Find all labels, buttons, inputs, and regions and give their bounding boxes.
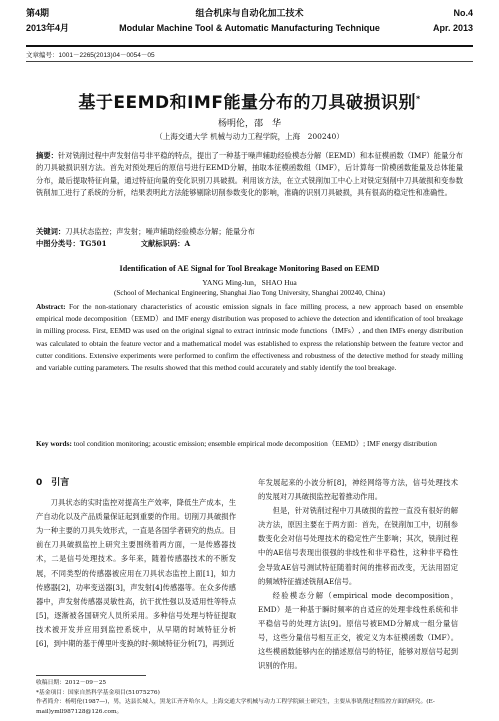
article-number-rule <box>26 61 473 62</box>
authors-cn: 杨明伦，邵 华 <box>217 119 281 129</box>
intro-paragraph-1: 刀具状态的实时监控对提高生产效率，降低生产成本，生产自动化以及产品质量保证起到重要的作用。切削刀具破损作为一种主要的刀具失效形式，一直是各国学者研究的热点。目前在刀具破损监控上研究主要围绕着两方面，一是传感器技术，二是信号处理技术。多年来，随着传感器技术的不断发展，不同类型的传感器被应用在刀具状态监控上面[1]，如力传感器[2]，功率变送器[3]，声发射[4]传感器等。在众多传感器中，声发射传感器灵敏性高，抗干扰性强以及适用性等特点[5]，逐渐被各国研究人员所采用。多种信号处理与特征提取技术被开发并应用到监控系统中，从早期的时域特征分析[6]，到中期的基于傅里叶变换的时-频域特征分析[7]，再到近 <box>36 498 236 649</box>
paper-title-en: Identification of AE Signal for Tool Breakage Monitoring Based on EEMD <box>119 264 380 273</box>
paper-title-text: 基于EEMD和IMF能量分布的刀具破损识别 <box>78 93 416 113</box>
body-column-right <box>258 476 458 673</box>
abstract-en <box>36 301 463 374</box>
keywords-en <box>36 438 463 450</box>
keywords-cn <box>36 226 463 237</box>
document-code: 文献标识码：A <box>140 239 191 248</box>
authors-en: YANG Ming-lun，SHAO Hua <box>202 278 297 287</box>
footnote-rule <box>36 675 146 676</box>
footnote-received: 收稿日期：2012－09－25 <box>36 680 107 686</box>
abstract-en-label: Abstract: <box>36 302 66 311</box>
header-rule <box>26 45 473 47</box>
running-header <box>26 6 473 42</box>
keywords-en-label: Key words: <box>36 439 72 448</box>
footnote-author-bio: 作者简介：杨明伦(1987—)，男，达县长城人，黑龙江齐齐哈尔人，上海交通大学机械与动力工程学院硕士研究生，主要从事铣削过程监控方面的研究。(E-mail)ymll987128@126.com。 <box>36 699 435 715</box>
keywords-cn-label: 关键词： <box>36 227 66 236</box>
journal-name-en: Modular Machine Tool & Automatic Manufacturing Technique <box>119 23 380 33</box>
section-heading-introduction: 0 引言 <box>36 478 70 488</box>
affiliation-cn: （上海交通大学 机械与动力工程学院，上海 200240） <box>155 132 344 141</box>
intro-paragraph-1-continued: 年发展起来的小波分析[8]，神经网络等方法，信号处理技术的发展对刀具破损监控起着推动作用。 <box>258 478 458 502</box>
keywords-cn-text: 刀具状态监控；声发射；噪声辅助经验模态分解；能量分布 <box>65 227 255 236</box>
classification-cn <box>36 238 463 249</box>
issue-number-cn: 第4期 <box>26 8 50 18</box>
abstract-en-text: For the non-stationary characteristics of acoustic emission signals in face milling process, a new approach based on ensemble empirical mode decomposition（EEMD）and IMF energy distribution was proposed to achieve the detection and identification of tool breakage in milling process. First, EEMD was used on the original signal to extract intrinsic mode functions（IMFs）, and then IMFs energy distribution was calculated to obtain the feature vector and a mathematical model was established to express the relationship between the feature vector and cutter conditions. Extensive experiments were performed to confirm the effectiveness and robustness of the detective method for steady milling and variable cutting parameters. The results showed that this method could accurately and stably identify the tool breakage. <box>36 302 463 373</box>
title-footnote-mark: * <box>415 94 421 104</box>
issue-date-cn: 2013年4月 <box>26 23 70 33</box>
issue-date-en: Apr. 2013 <box>432 23 473 33</box>
abstract-cn-text: 针对铣削过程中声发射信号非平稳的特点，提出了一种基于噪声辅助经验模态分解（EEMD）和本征模函数（IMF）能量分布的刀具破损识别方法。首先对预处理后的原信号进行EEMD分解，抽取本征模函数组（IMF），后计算每一阶模函数能量及总体能量分布，最后提取特征向量，通过特征向量的变化识别刀具破损。利用该方法，在立式铣削加工中心上对铣定刻削中刀具破损和变参数铣削加工进行了系统的分析，结果表明此方法能够剔除切削参数变化的影响，准确的识别刀具破损，具有很高的稳定性和准确性。 <box>36 151 464 198</box>
paper-title <box>26 88 473 113</box>
affiliation-en: (School of Mechanical Engineering, Shanghai Jiao Tong University, Shanghai 200240, China) <box>114 289 385 297</box>
footnotes <box>36 679 469 717</box>
header-row-en <box>26 21 473 36</box>
abstract-cn-label: 摘要： <box>36 151 58 160</box>
footnote-fund: *基金项目：国家自然科学基金项目(51075276) <box>36 689 160 696</box>
body-column-left <box>36 476 236 651</box>
header-row-cn <box>26 6 473 21</box>
intro-paragraph-3: 经验模态分解（empirical mode decomposition，EMD）是一种基于瞬时频率的自适应的处理非线性系统和非平稳信号的处理方法[9]。原信号被EMD分解成一组分量信号，这些分量信号相互正交，被定义为本征模函数（IMF）。这些模函数能够内在的描述原信号的特征，能够对原信号起到识别的作用。 <box>258 590 458 671</box>
issue-number-en: No.4 <box>453 8 473 18</box>
abstract-cn <box>36 150 463 200</box>
clc-code: 中图分类号：TG501 <box>36 239 107 248</box>
journal-name-cn: 组合机床与自动化加工技术 <box>195 8 304 18</box>
keywords-en-text: tool condition monitoring; acoustic emission; ensemble empirical mode decomposition（EEMD）; IMF energy distribution <box>73 439 437 448</box>
intro-paragraph-2: 但是，针对铣削过程中刀具破损的监控一直没有很好的解决方法，原因主要在于两方面：首先，在铣削加工中，切削参数变化会对信号处理技术的稳定性产生影响；其次，铣削过程中的AE信号表现出很强的非线性和非平稳性，这种非平稳性会导致AE信号测试特征随着时间的推移而改变，无法用固定的频域特征描述铣削AE信号。 <box>258 506 458 586</box>
article-number: 文章编号：1001－2265(2013)04－0054－05 <box>26 52 155 59</box>
